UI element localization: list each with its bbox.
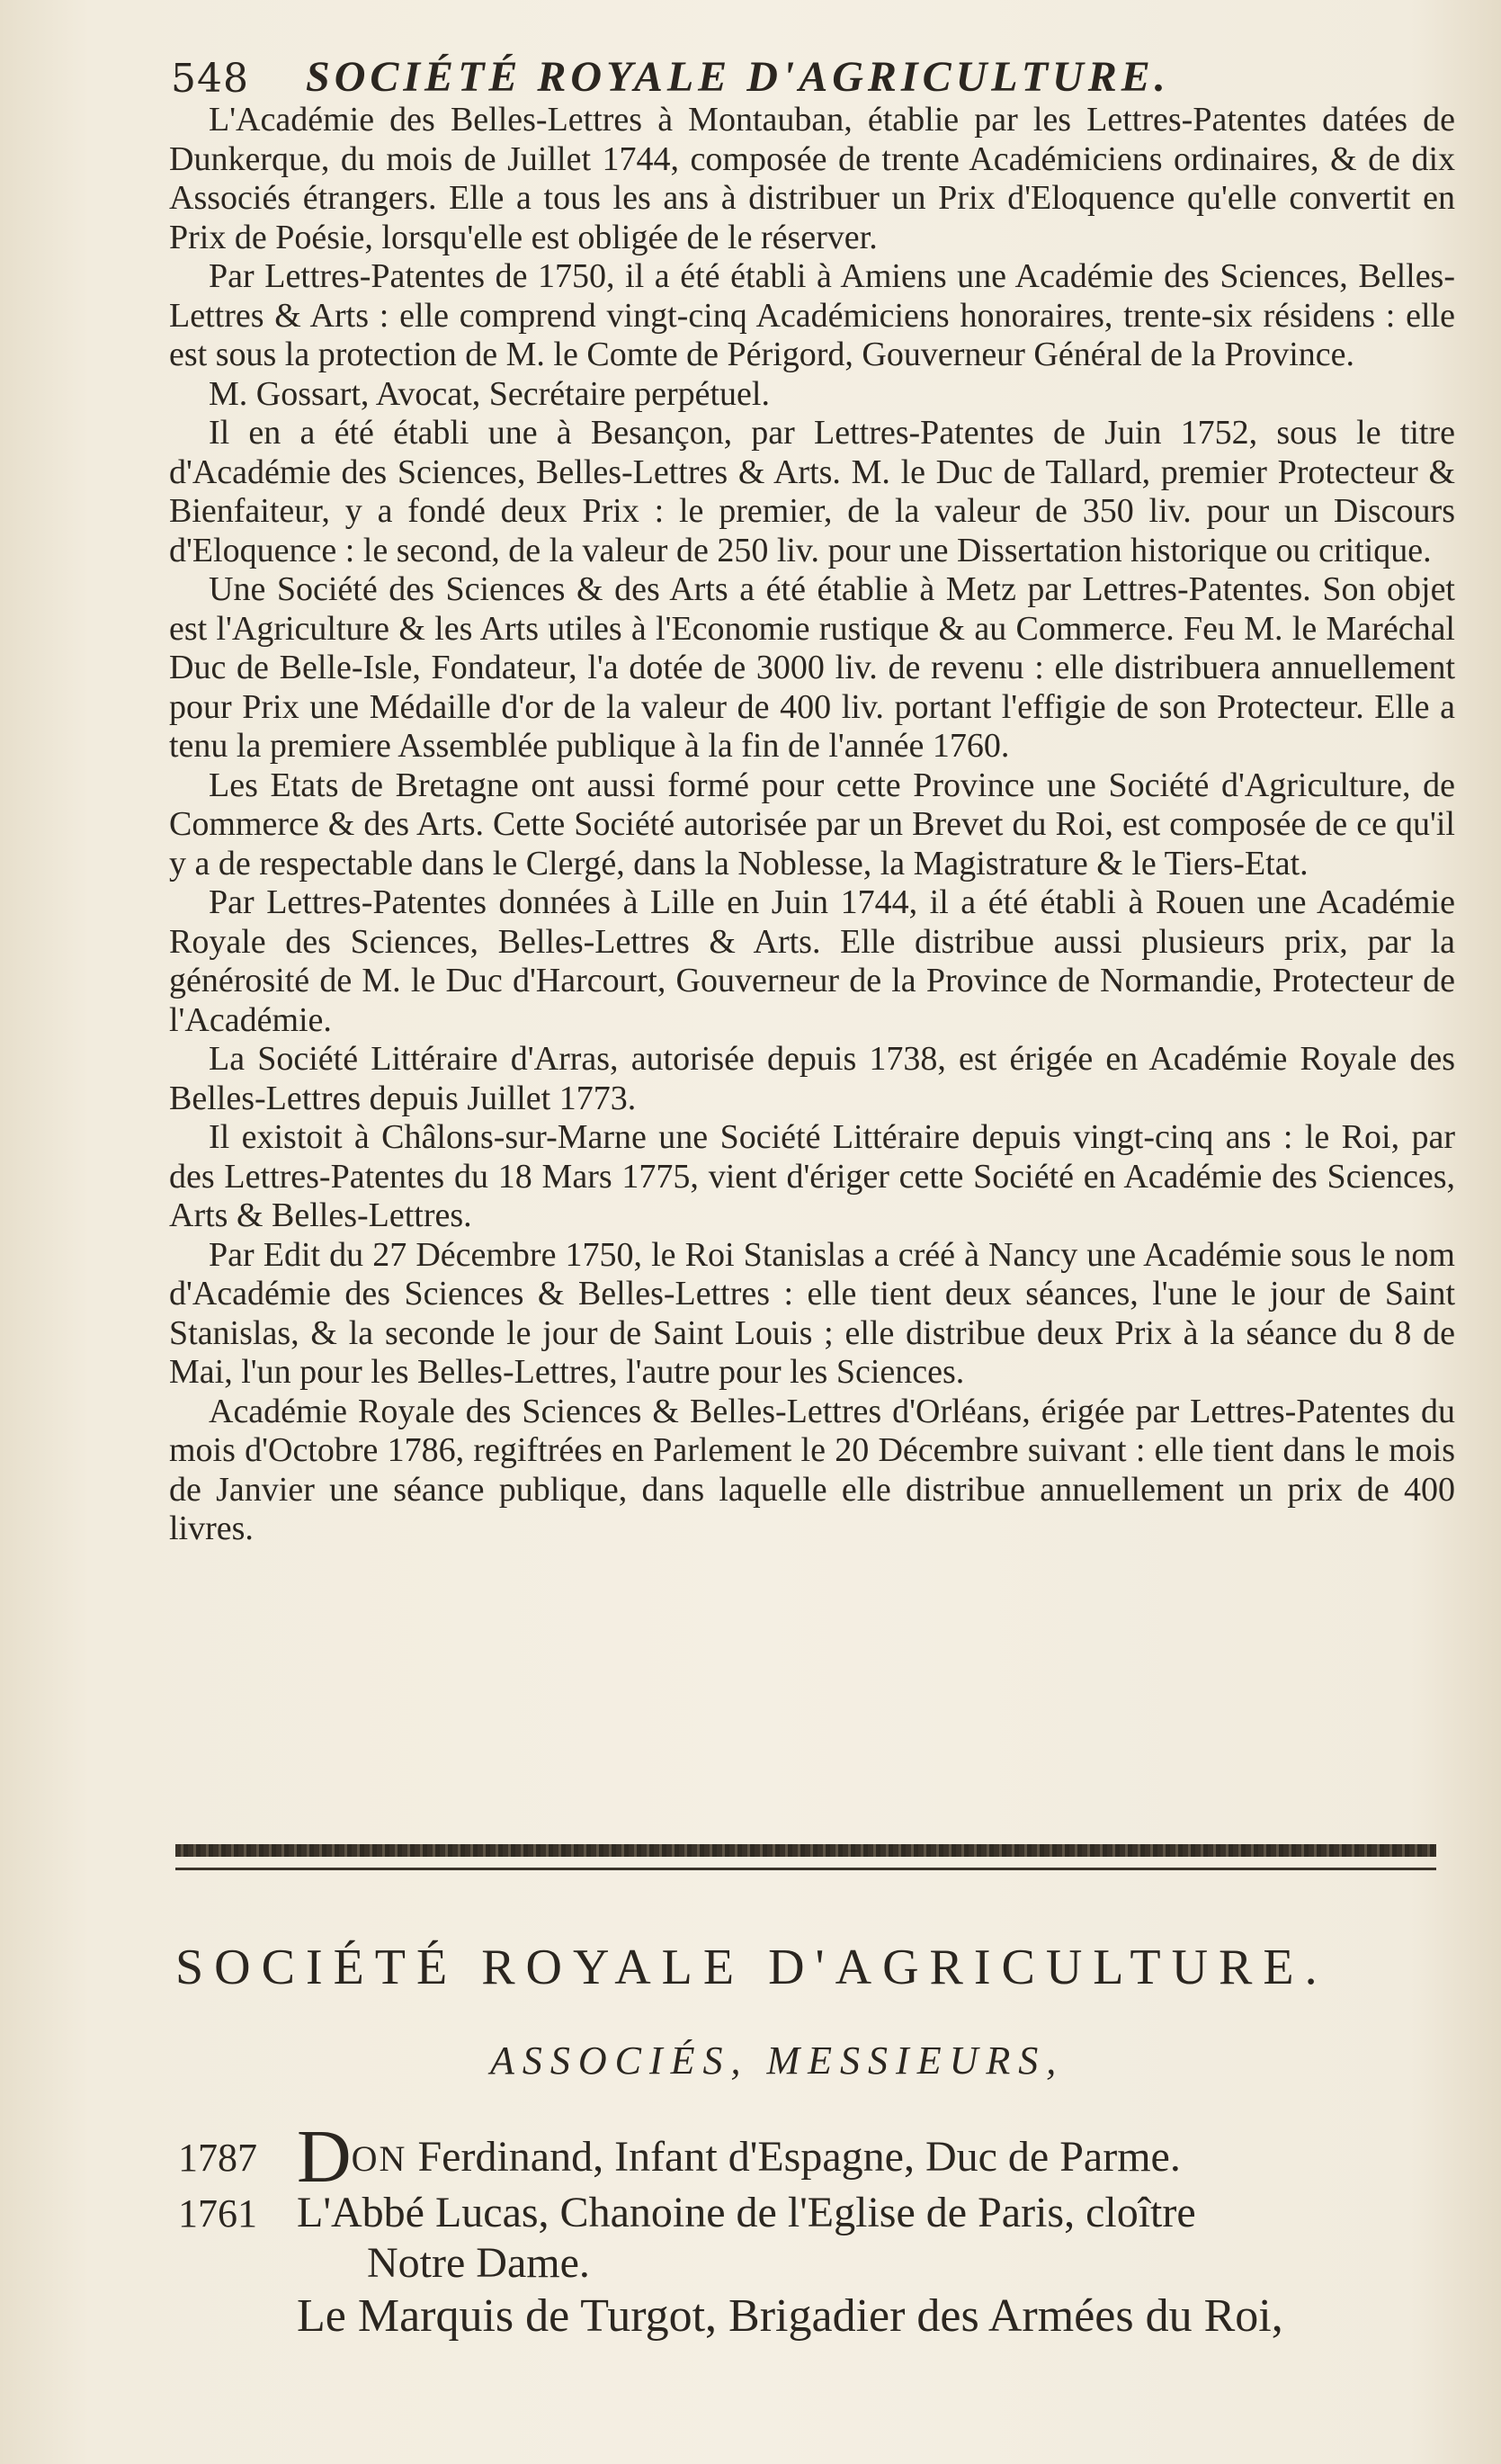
rule-thin	[175, 1868, 1436, 1870]
paragraph-besancon: Il en a été établi une à Besançon, par Lettres-Patentes de Juin 1752, sous le titre d'Académie des Sciences, Belles-Lettres & Arts. M. le Duc de Tallard, premier Protecteur & Bienfaiteur, y a fondé deux Prix : le premier, de la valeur de 350 liv. pour un Discours d'Eloquence : le second, de la valeur de 250 liv. pour une Dissertation historique ou critique.	[169, 414, 1455, 569]
member-smallcaps: ON	[351, 2138, 407, 2179]
page-number: 548	[171, 56, 249, 102]
running-head	[171, 45, 1331, 108]
paragraph-arras: La Société Littéraire d'Arras, autorisée depuis 1738, est érigée en Académie Royale des Belles-Lettres depuis Juillet 1773.	[169, 1040, 1455, 1117]
ornamental-rule	[175, 1844, 1436, 1880]
member-entry	[178, 2188, 1196, 2237]
member-text: Ferdinand, Infant d'Espagne, Duc de Parme.	[407, 2133, 1181, 2181]
member-year: 1787	[178, 2136, 257, 2180]
member-text: L'Abbé Lucas, Chanoine de l'Eglise de Paris, cloître	[297, 2189, 1196, 2236]
paragraph-amiens: Par Lettres-Patentes de 1750, il a été établi à Amiens une Académie des Sciences, Belles-Lettres & Arts : elle comprend vingt-cinq Académiciens honoraires, trente-six résidens : elle est sous la protection de M. le Comte de Périgord, Gouverneur Général de la Province.	[169, 257, 1455, 373]
paragraph-metz: Une Société des Sciences & des Arts a été établie à Metz par Lettres-Patentes. Son objet est l'Agriculture & les Arts utiles à l'Economie rustique & au Commerce. Feu M. le Maréchal Duc de Belle-Isle, Fondateur, l'a dotée de 3000 liv. de revenu : elle distribuera annuellement pour Prix une Médaille d'or de la valeur de 400 liv. portant l'effigie de son Protecteur. Elle a tenu la premiere Assemblée publique à la fin de l'année 1760.	[169, 570, 1455, 765]
member-entry	[297, 2289, 1283, 2343]
section-title: SOCIÉTÉ ROYALE D'AGRICULTURE.	[175, 1940, 1328, 1995]
drop-cap: D	[297, 2115, 352, 2199]
paragraph-gossart: M. Gossart, Avocat, Secrétaire perpétuel.	[209, 374, 770, 413]
member-year: 1761	[178, 2191, 257, 2236]
body-text	[169, 101, 1455, 1549]
subsection-title: ASSOCIÉS, MESSIEURS,	[490, 2038, 1065, 2083]
paragraph-rouen: Par Lettres-Patentes données à Lille en Juin 1744, il a été établi à Rouen une Académie Royale des Sciences, Belles-Lettres & Arts. Elle distribue aussi plusieurs prix, par la générosité de M. le Duc d'Harcourt, Gouverneur de la Province de Normandie, Protecteur de l'Académie.	[169, 883, 1455, 1039]
member-entry-continuation: Notre Dame.	[367, 2239, 590, 2287]
rule-thick	[175, 1844, 1436, 1857]
paragraph-chalons: Il existoit à Châlons-sur-Marne une Société Littéraire depuis vingt-cinq ans : le Roi, par des Lettres-Patentes du 18 Mars 1775, vient d'ériger cette Société en Académie des Sciences, Arts & Belles-Lettres.	[169, 1118, 1455, 1234]
member-text: Le Marquis de Turgot, Brigadier des Armées du Roi,	[297, 2290, 1283, 2342]
paragraph-orleans: Académie Royale des Sciences & Belles-Lettres d'Orléans, érigée par Lettres-Patentes du mois d'Octobre 1786, regiftrées en Parlement le 20 Décembre suivant : elle tient dans le mois de Janvier une séance publique, dans laquelle elle distribue annuellement un prix de 400 livres.	[169, 1392, 1455, 1547]
running-title: SOCIÉTÉ ROYALE D'AGRICULTURE.	[306, 53, 1170, 101]
paragraph-nancy: Par Edit du 27 Décembre 1750, le Roi Stanislas a créé à Nancy une Académie sous le nom d'Académie des Sciences & Belles-Lettres : elle tient deux séances, l'une le jour de Saint Stanislas, & la seconde le jour de Saint Louis ; elle distribue deux Prix à la séance du 8 de Mai, l'un pour les Belles-Lettres, l'autre pour les Sciences.	[169, 1235, 1455, 1391]
paragraph-bretagne: Les Etats de Bretagne ont aussi formé pour cette Province une Société d'Agriculture, de Commerce & des Arts. Cette Société autorisée par un Brevet du Roi, est composée de ce qu'il y a de respectable dans le Clergé, dans la Noblesse, la Magistrature & le Tiers-Etat.	[169, 766, 1455, 883]
paragraph-montauban: L'Académie des Belles-Lettres à Montauban, établie par les Lettres-Patentes datées de Dunkerque, du mois de Juillet 1744, composée de trente Académiciens ordinaires, & de dix Associés étrangers. Elle a tous les ans à distribuer un Prix d'Eloquence qu'elle convertit en Prix de Poésie, lorsqu'elle est obligée de le réserver.	[169, 101, 1455, 256]
member-entry	[178, 2115, 1181, 2199]
